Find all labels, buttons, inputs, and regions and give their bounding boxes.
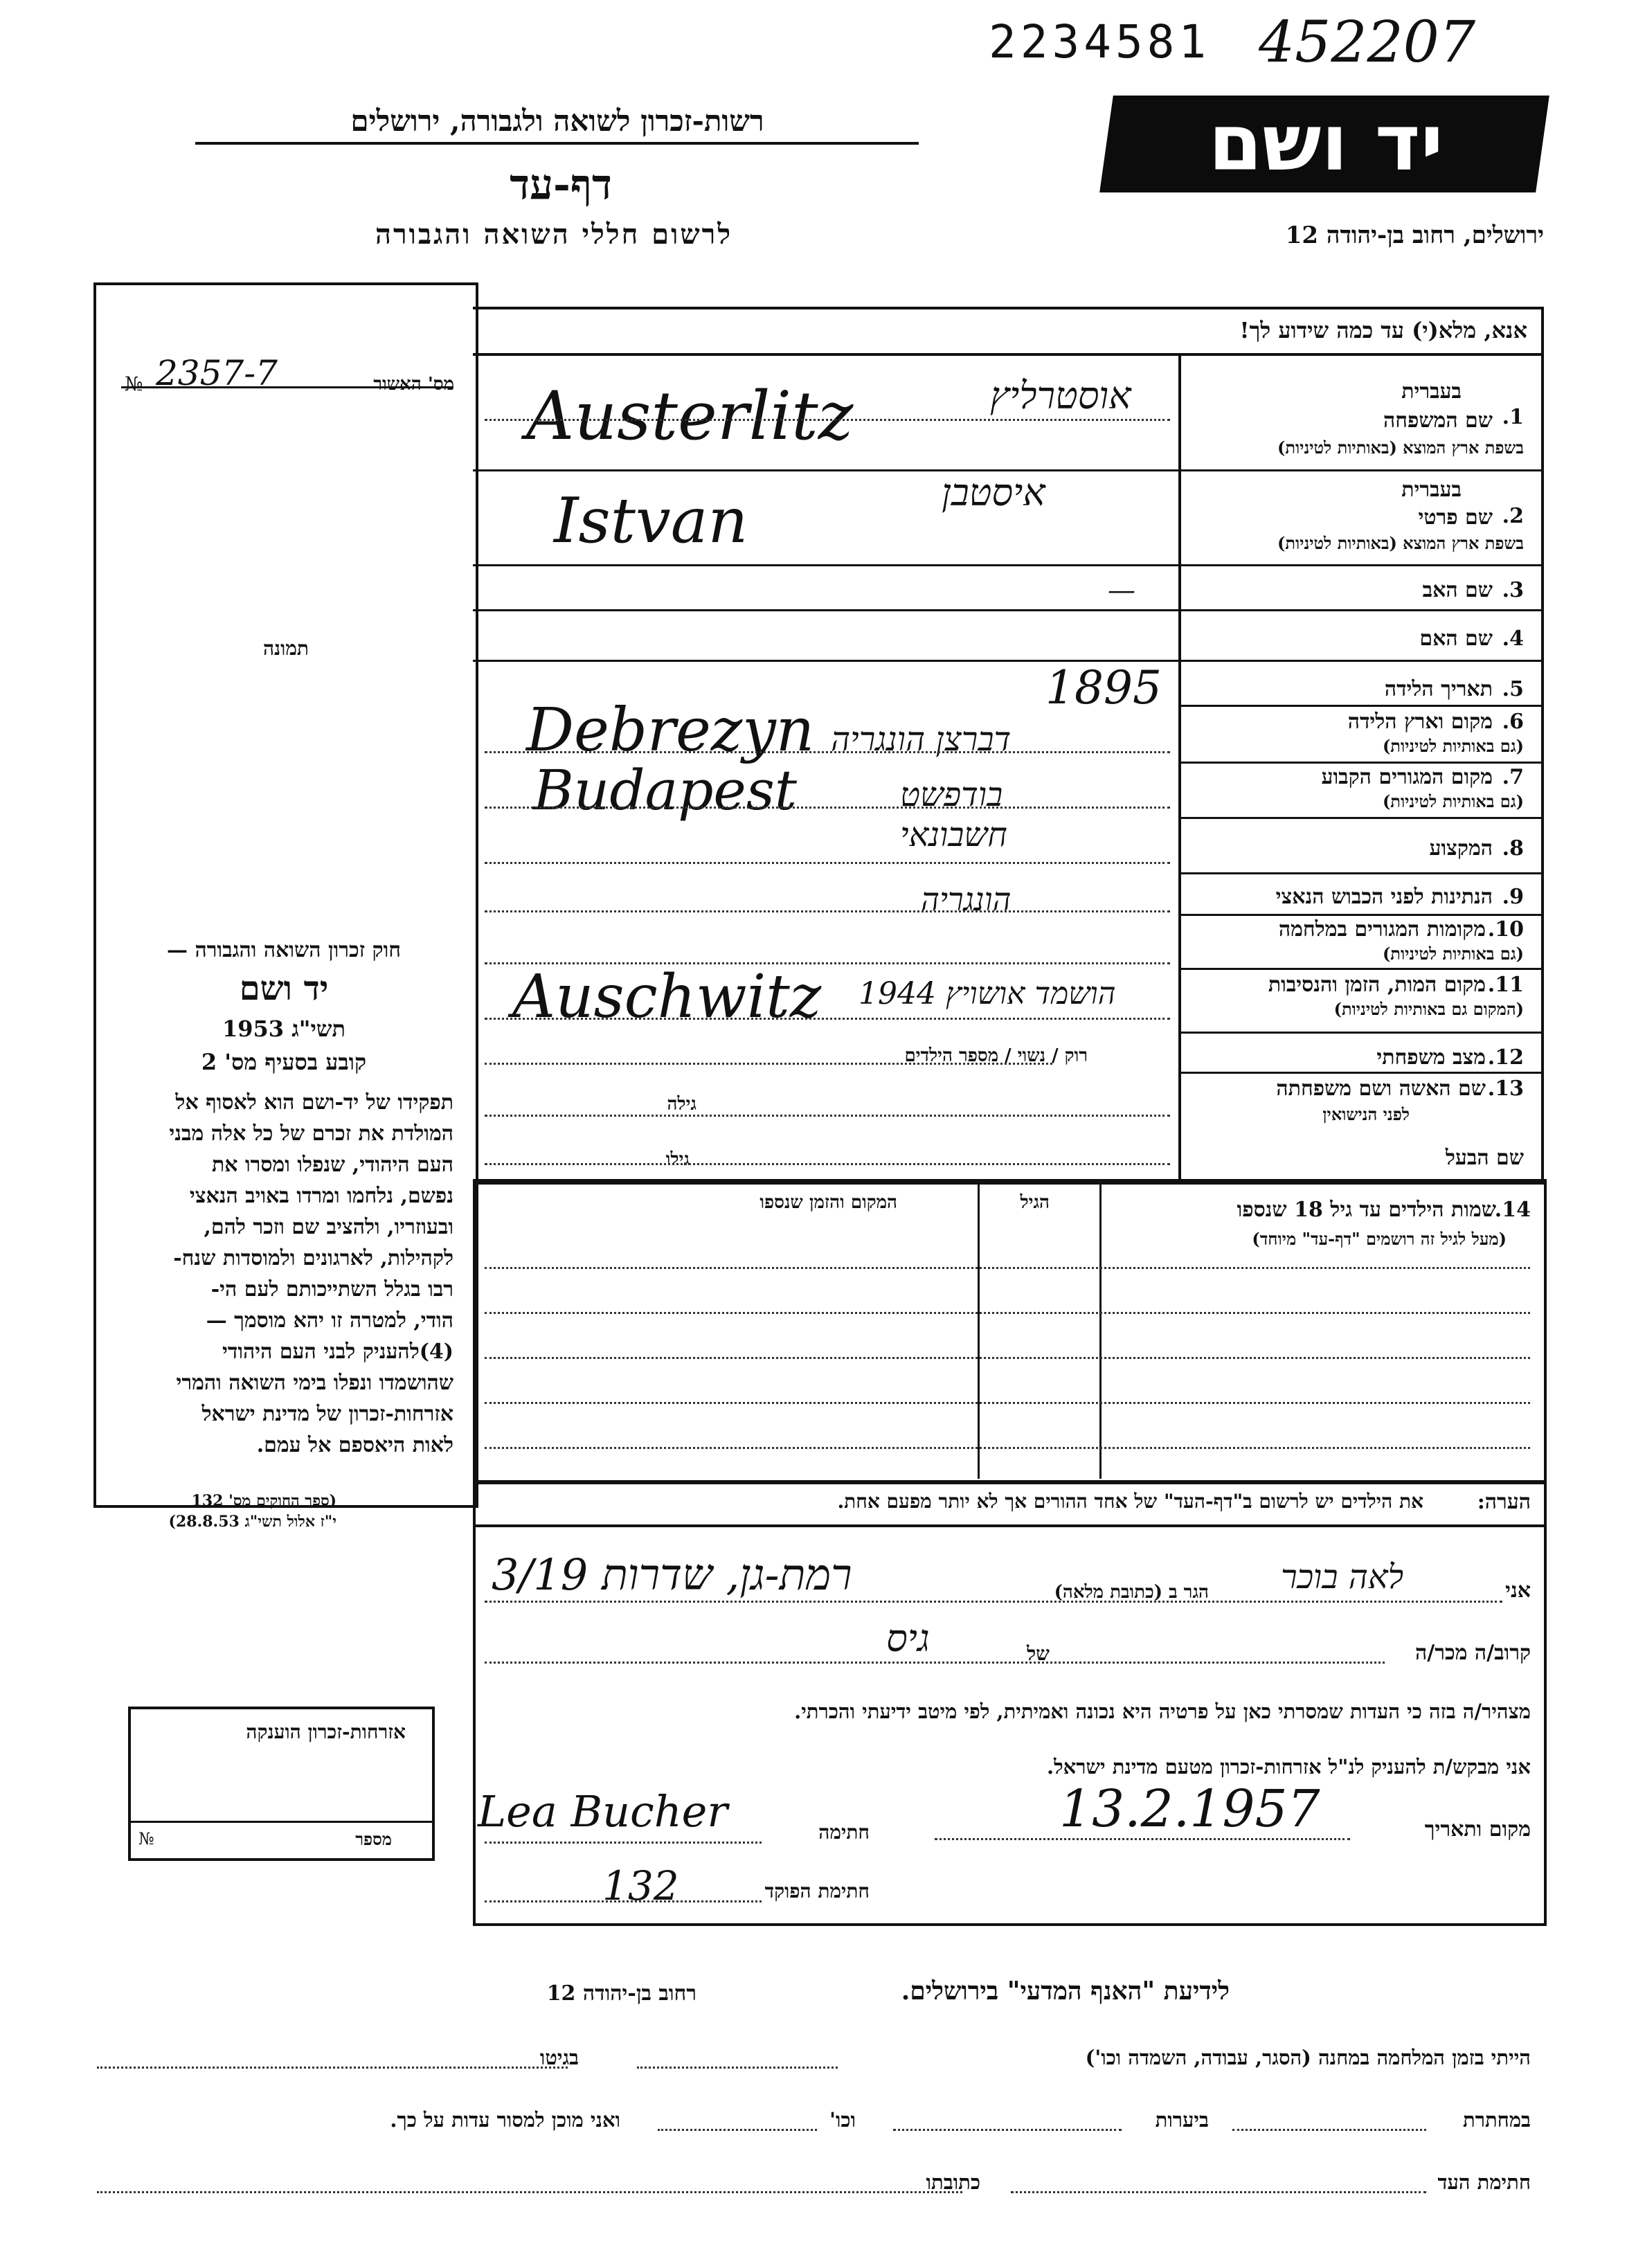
- logo-text: יד ושם: [1208, 98, 1444, 188]
- dotted-line: [485, 1842, 762, 1844]
- dotted-line: [637, 2067, 838, 2069]
- field-num-6: 6.: [1502, 710, 1524, 734]
- row-divider: [1178, 817, 1541, 819]
- residence-hebrew[interactable]: בודפשט: [900, 775, 1003, 814]
- dotted-line: [485, 1063, 1052, 1065]
- table-row-line: [485, 1312, 1530, 1314]
- field-num-9: 9.: [1502, 885, 1524, 909]
- relative-label: קרוב/ה מכר/ה: [1415, 1641, 1531, 1665]
- row-divider: [1178, 705, 1541, 707]
- footer-forests: ביערות: [1155, 2108, 1209, 2132]
- dotted-line: [485, 1163, 1170, 1165]
- row-divider: [473, 609, 1541, 611]
- handwritten-number: 452207: [1259, 10, 1476, 75]
- field-num-1: 1.: [1502, 405, 1524, 429]
- also-latin-hint: (גם באותיות לטיניות): [1382, 944, 1524, 964]
- officer-signature-value[interactable]: 132: [602, 1862, 679, 1909]
- row-divider: [473, 660, 1541, 662]
- first-name-hebrew[interactable]: איסטבן: [942, 471, 1045, 514]
- law-text-line: תפקידו של יד-ושם הוא לאסוף אל: [175, 1090, 453, 1115]
- field-label-family-name: שם המשפחה: [1383, 408, 1493, 433]
- witness-signature-label: חתימת העד: [1437, 2170, 1531, 2194]
- label-column-divider: [1178, 353, 1181, 1179]
- field-num-11: 11.: [1487, 973, 1524, 997]
- law-reference-1: (ספר החוקים מס' 132: [191, 1492, 336, 1510]
- citizenship-value[interactable]: הונגריה: [921, 881, 1012, 918]
- also-latin-hint: (גם באותיות לטיניות): [1382, 736, 1524, 756]
- i-label: אני: [1505, 1578, 1531, 1603]
- first-name-latin[interactable]: Istvan: [554, 485, 748, 557]
- cert-no-label: מספר: [355, 1829, 392, 1849]
- form-title: דף-עד: [510, 161, 612, 209]
- place-column-header: המקום והזמן שנספו: [759, 1192, 897, 1213]
- field-num-13: 13.: [1487, 1077, 1524, 1101]
- dotted-line: [485, 419, 1170, 421]
- field-label-mother: שם האם: [1419, 627, 1493, 651]
- cert-no-symbol: №: [138, 1829, 154, 1848]
- law-text-line: העם היהודי, שנפלו ומסרו את: [211, 1153, 453, 1177]
- field-num-5: 5.: [1502, 677, 1524, 701]
- law-text-line: לקהילות, לארגונים ולמוסדות שנח-: [173, 1246, 453, 1270]
- row-divider: [1178, 1072, 1541, 1074]
- approval-no-symbol: №: [125, 372, 143, 395]
- date-value[interactable]: 13.2.1957: [1059, 1779, 1320, 1839]
- birth-place-latin[interactable]: Debrezyn: [526, 696, 815, 765]
- law-year: תשי"ג 1953: [222, 1016, 345, 1042]
- table-col-divider: [978, 1179, 980, 1479]
- document-number: 2234581: [989, 15, 1211, 69]
- field-label-residence: מקום המגורים הקבוע: [1321, 765, 1493, 789]
- intro-divider: [473, 353, 1541, 356]
- officer-signature-label: חתימת הפוקד: [764, 1880, 870, 1902]
- field-label-death: מקום המות, הזמן והנסיבות: [1268, 973, 1486, 997]
- dotted-line: [485, 1018, 1170, 1020]
- table-row-line: [485, 1357, 1530, 1359]
- birth-place-hebrew[interactable]: דברצן הונגריה: [831, 720, 1012, 759]
- age-label-wife: גילה: [667, 1094, 696, 1115]
- row-divider: [473, 469, 1179, 471]
- age-column-header: הגיל: [1020, 1192, 1050, 1213]
- witness-address-label: כתובתו: [926, 2170, 980, 2194]
- also-latin-hint: (גם באותיות לטיניות): [1382, 791, 1524, 811]
- death-place-latin[interactable]: Auschwitz: [512, 962, 822, 1032]
- footer-ready: ואני מוכן למסור עדות על כך.: [390, 2108, 620, 2132]
- row-divider: [1178, 1032, 1541, 1034]
- authority-line: רשות-זכרון לשואה ולגבורה, ירושלים: [350, 104, 764, 138]
- field-label-father: שם האב: [1422, 578, 1493, 602]
- place-date-label: מקום ותאריך: [1424, 1817, 1531, 1842]
- dotted-line: [485, 910, 1170, 912]
- header-address: ירושלים, רחוב בן-יהודה 12: [1285, 222, 1544, 249]
- dotted-line: [485, 1900, 762, 1902]
- law-text-line: נפשם, נלחמו ומרדו באויב הנאצי: [189, 1184, 453, 1208]
- field-num-2: 2.: [1502, 504, 1524, 528]
- declaration-request: אני מבקש/ת להעניק לנ"ל אזרחות-זכרון מטעם מדינת ישראל.: [1046, 1755, 1531, 1779]
- footer-title: לידיעת "האנף המדעי" בירושלים.: [901, 1977, 1230, 2006]
- row-divider: [473, 564, 1541, 566]
- family-name-latin[interactable]: Austerlitz: [526, 377, 854, 455]
- latin-hint: בשפת ארץ המוצא (באותיות לטיניות): [1277, 533, 1524, 553]
- hebrew-label: בעברית: [1401, 379, 1462, 404]
- field-num-12: 12.: [1487, 1045, 1524, 1070]
- profession-value[interactable]: חשבונאי: [900, 816, 1007, 854]
- law-text-line: רבו בגלל השתייכותם לעם הי-: [210, 1277, 453, 1302]
- dotted-line: [485, 1601, 1502, 1603]
- table-row-line: [485, 1267, 1530, 1269]
- approval-no-label: מס' האשור: [373, 374, 454, 395]
- residence-latin[interactable]: Budapest: [533, 758, 797, 822]
- children-num: 14.: [1494, 1198, 1531, 1222]
- age-label-husband: גילו: [665, 1149, 690, 1170]
- law-text-line: ובעוזריו, ולהציב שם וזכר להם,: [204, 1215, 453, 1239]
- approval-no-value[interactable]: 2357-7: [156, 353, 278, 393]
- law-title: חוק זכרון השואה והגבורה —: [167, 938, 401, 962]
- dotted-line: [893, 2129, 1122, 2131]
- field-label-wife: שם האשה ושם משפחתה: [1276, 1077, 1486, 1101]
- dotted-line: [485, 807, 1170, 809]
- declaration-statement: מצהיר/ה בזה כי העדות שמסרתי כאן על פרטיה היא נכונה ואמיתית, לפי מיטב ידיעתי והכרתי.: [794, 1700, 1531, 1723]
- row-divider: [1178, 762, 1541, 764]
- dotted-line: [935, 1838, 1350, 1840]
- law-text-line: (4)להעניק לבני העם היהודי: [222, 1340, 453, 1364]
- signature-value[interactable]: Lea Bucher: [478, 1786, 728, 1837]
- dotted-line: [97, 2067, 568, 2069]
- husband-label: שם הבעל: [1445, 1146, 1524, 1170]
- field-num-7: 7.: [1502, 765, 1524, 789]
- of-label: של: [1027, 1642, 1050, 1665]
- field-label-marital: מצב משפחתי: [1376, 1045, 1486, 1070]
- signature-label: חתימה: [818, 1821, 870, 1844]
- field-label-birth-place: מקום וארץ הלידה: [1347, 710, 1493, 734]
- latin-hint: בשפת ארץ המוצא (באותיות לטיניות): [1277, 438, 1524, 458]
- relation-value[interactable]: גיס: [886, 1617, 930, 1660]
- row-divider: [1178, 469, 1541, 471]
- dotted-line: [485, 751, 1170, 753]
- dotted-line: [97, 2191, 962, 2193]
- declarant-name[interactable]: לאה בוכר: [1281, 1558, 1404, 1596]
- form-intro: אנא, מלא(י) עד כמה שידוע לך!: [1239, 317, 1527, 343]
- death-hebrew[interactable]: הושמד אושויץ 1944: [859, 976, 1116, 1011]
- hebrew-label: בעברית: [1401, 478, 1462, 502]
- law-text-line: הודי, למטרה זו יהא מוסמך —: [206, 1308, 453, 1333]
- field-label-birth-date: תאריך הלידה: [1384, 677, 1493, 701]
- wife-hint: לפני הנישואין: [1322, 1104, 1410, 1124]
- photo-label: תמונה: [262, 637, 309, 660]
- form-subtitle: לרשום חללי השואה והגבורה: [375, 218, 733, 251]
- birth-date-value[interactable]: 1895: [1045, 661, 1162, 714]
- dotted-line: [658, 2129, 817, 2131]
- footer-ghetto: בגיטו: [539, 2046, 579, 2069]
- table-col-divider: [1099, 1179, 1102, 1479]
- main-top-border: [473, 307, 1541, 309]
- field-num-4: 4.: [1502, 627, 1524, 651]
- dotted-line: [485, 862, 1170, 864]
- law-name: יד ושם: [239, 969, 329, 1008]
- row-divider: [1178, 914, 1541, 916]
- note-text: את הילדים יש לרשום ב"דף-העד" של אחד ההורים אך לא יותר מפעם אחת.: [837, 1490, 1423, 1513]
- children-table: [473, 1179, 1547, 1484]
- row-divider: [1178, 872, 1541, 874]
- table-row-line: [485, 1447, 1530, 1449]
- footer-camp-line: הייתי בזמן המלחמה במחנה (הסגר, עבודה, השמדה וכו'): [1085, 2046, 1531, 2069]
- marital-options: רוק / נשוי / מספר הילדים: [904, 1045, 1088, 1066]
- family-name-hebrew[interactable]: אוסטרליץ: [990, 374, 1131, 417]
- field-label-wartime-residence: מקומות המגורים במלחמה: [1278, 917, 1486, 942]
- field-num-10: 10.: [1487, 917, 1524, 942]
- father-value[interactable]: —: [1108, 575, 1135, 606]
- law-text-line: שהושמדו ונפלו בימי השואה והמרי: [176, 1371, 453, 1395]
- law-reference-2: י"ז אלול תשי"ג 28.8.53): [168, 1513, 336, 1531]
- field-num-8: 8.: [1502, 836, 1524, 861]
- law-clause: קובע בסעיף מס' 2: [201, 1049, 367, 1075]
- field-label-first-name: שם פרטי: [1418, 505, 1493, 530]
- note-label: הערה:: [1477, 1490, 1531, 1514]
- law-text-line: המולדת את זכרם של כל אלה מבני: [169, 1122, 453, 1146]
- row-divider: [1178, 968, 1541, 970]
- law-text-line: אזרחות-זכרון של מדינת ישראל: [201, 1402, 453, 1426]
- declarant-address[interactable]: רמת-גן, שדרות 3/19: [492, 1549, 852, 1600]
- death-hint: (המקום גם באותיות לטיניות): [1333, 999, 1524, 1019]
- table-row-line: [485, 1402, 1530, 1404]
- authority-underline: [195, 142, 919, 145]
- field-num-3: 3.: [1502, 578, 1524, 602]
- footer-underground: במחתרת: [1463, 2108, 1531, 2132]
- children-hint: (מעל לגיל זה רושמים "דף-עד" מיוחד): [1252, 1229, 1507, 1249]
- dotted-line: [485, 1662, 1385, 1664]
- children-label: שמות הילדים עד גיל 18 שנספו: [1237, 1198, 1496, 1222]
- footer-etc: וכו': [829, 2108, 856, 2132]
- citizenship-title: אזרחות-זכרון הוענקה: [246, 1720, 406, 1743]
- field-label-citizenship: הנתינות לפני הכבוש הנאצי: [1275, 885, 1493, 909]
- law-text: [104, 1087, 453, 1461]
- citizenship-divider: [128, 1821, 432, 1823]
- resides-label: הגר ב (כתובת מלאה): [1054, 1582, 1209, 1603]
- dotted-line: [1232, 2129, 1426, 2131]
- law-text-line: לאות היאספם אל עמם.: [256, 1433, 453, 1457]
- field-label-profession: המקצוע: [1429, 836, 1493, 861]
- dotted-line: [485, 1115, 1170, 1117]
- dotted-line: [1011, 2191, 1426, 2193]
- footer-address: רחוב בן-יהודה 12: [546, 1981, 696, 2006]
